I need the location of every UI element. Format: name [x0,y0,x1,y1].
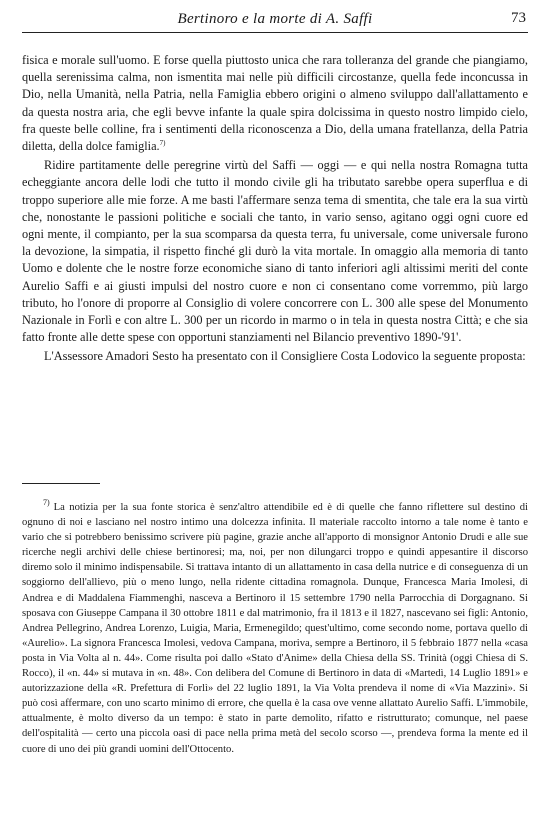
footnote-mark: 7) [43,498,50,508]
paragraph-1 [22,52,528,155]
paragraph-1-text: fisica e morale sull'uomo. E forse quella piuttosto unica che rara tolleranza del grande che piangiamo, quella serenissima calma, non ismentita mai nelle più difficili circostanze, quella fede inconcussa in Dio, nella Umanità, nella Patria, nella Famiglia ebbero origini o almeno sviluppo dall'allattamento e da questa nostra aria, che egli bevve infante la quale spira dolcissima in questo nostro limpido cielo, fra queste belle colline, fra i sentimenti della riconoscenza a Dio, della umana fratellanza, della Patria diletta, della dolce famiglia. [22,53,528,154]
paragraph-3: L'Assessore Amadori Sesto ha presentato con il Consigliere Costa Lodovico la seguente proposta: [44,349,526,364]
main-text [22,52,528,366]
footnote-separator [22,483,100,484]
running-title: Bertinoro e la morte di A. Saffi [177,11,373,27]
paragraph-2: Ridire partitamente delle peregrine virtù del Saffi — oggi — e qui nella nostra Romagna tutta echeggiante ancora delle lodi che tutto il mondo civile gli ha tributato sarebbe opera superflua e di troppo superiore alle mie forze. A me basti l'affermare senza tema di smentita, che tale era la sua virtù che, nonostante le passioni politiche e sociali che tanto, in vario senso, agitano oggi ogni cuore ed ogni mente, il compianto, per la sua scomparsa da questa terra, fu universale, come universale furono la devozione, la simpatia, il rispetto finché gli durò la vita mortale. In omaggio alla memoria di tanto Uomo e dolente che le nostre forze economiche siano di tanto inferiori agli altissimi meriti del conte Aurelio Saffi e ai giusti impulsi del nostro cuore e non ci consentano come vorremmo, più largo tributo, ho l'onore di proporre al Consiglio di volere concorrere con L. 300 alle spese del Monumento Nazionale in Forlì e con altre L. 300 per un ricordo in marmo o in tela in questa nostra Città; e che sia fatto fronte alle dette spese con opportuni stanziamenti nel Bilancio preventivo 1890-'91'. [22,158,528,345]
page-number: 73 [511,10,526,26]
footnote [22,500,528,757]
page-header [22,10,528,33]
footnote-reference: 7) [159,138,166,147]
footnote-text: La notizia per la sua fonte storica è senz'altro attendibile ed è di quelle che fanno riflettere sul destino di ognuno di noi e lasciano nel nostro intimo una dolcezza infinita. Il materiale raccolto intorno a tale nome è tanto e vario che si potrebbero benissimo scrivere più pagine, grazie anche all'apporto di monsignor Antonio Drudi e alle sue ricerche negli archivi delle chiese bertinoresi; ma, noi, per non dilungarci troppo e quindi appesantire il discorso diremo solo il minimo indispensabile. Si trattava intanto di un allattamento in casa della nutrice e di conseguenza di un soggiorno dell'allievo, più o meno lungo, nella ridente cittadina romagnola. Dunque, Francesca Maria Imolesi, di Andrea e di Maddalena Fiammenghi, nasceva a Bertinoro il 15 settembre 1790 nella Parrocchia di Dorgagnano. Si sposava con Giuseppe Campana il 30 ottobre 1811 e dal matrimonio, fra il 1813 e il 1827, nascevano sei figli: Antonio, Andrea Pellegrino, Andrea Lorenzo, Luigia, Maria, Ermenegildo; quest'ultimo, come secondo nome, portava quello di «Aurelio». La signora Francesca Imolesi, vedova Campana, moriva, sempre a Bertinoro, il 5 febbraio 1877 nella «casa posta in Via Volta al n. 44». Come risulta poi dallo «Stato d'Anime» della Chiesa della SS. Trinità (oggi Chiesa di S. Rocco), il «n. 44» si mutava in «n. 48». Con delibera del Comune di Bertinoro in data di «Martedì, 14 Luglio 1891» e autorizzazione della «R. Prefettura di Forlì» del 22 luglio 1891, la Via Volta prendeva il nome di «Via Mazzini». Si può così affermare, con uno scarto minimo di errore, che quella è la casa ove venne allattato Aurelio Saffi. L'immobile, attualmente, è molto diverso da un tempo: è stato in parte demolito, rifatto e ristrutturato; comunque, nel paese dell'ospitalità — certo una piccola oasi di pace nella prima metà del secolo scorso —, prendeva forma la mente ed il cuore di uno dei più grandi uomini dell'Ottocento. [22,502,528,755]
